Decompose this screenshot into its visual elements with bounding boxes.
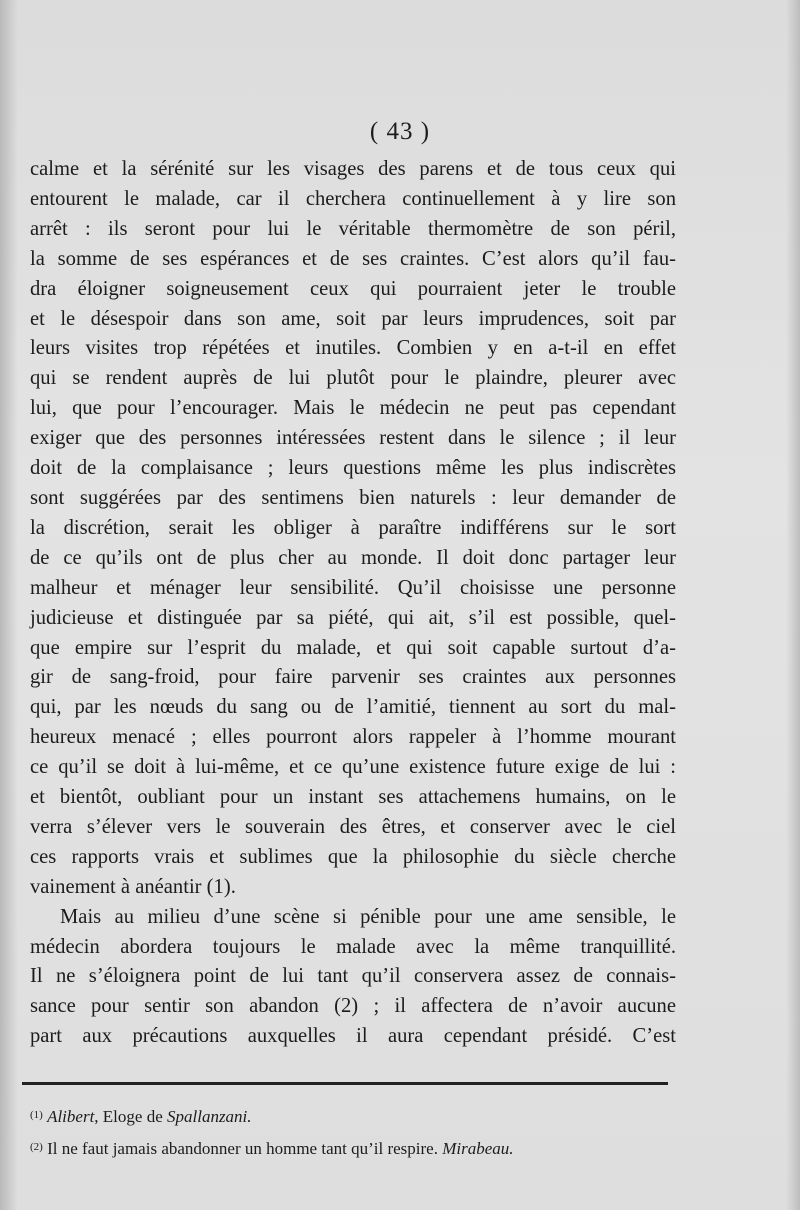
text-line: sont suggérées par des sentimens bien naturels : leur demander de xyxy=(30,486,676,509)
text-line: médecin abordera toujours le malade avec la même tranquillité. xyxy=(30,935,676,958)
text-line: de ce qu’ils ont de plus cher au monde. Il doit donc partager leur xyxy=(30,546,676,569)
text-line: judicieuse et distinguée par sa piété, qui ait, s’il est possible, quel- xyxy=(30,606,676,629)
text-line: que empire sur l’esprit du malade, et qui soit capable surtout d’a- xyxy=(30,636,676,659)
footnote-1 xyxy=(30,1100,670,1132)
text-line: et le désespoir dans son ame, soit par leurs imprudences, soit par xyxy=(30,307,676,330)
text-line: qui, par les nœuds du sang ou de l’amitié, tiennent au sort du mal- xyxy=(30,696,676,719)
footnotes xyxy=(30,1100,670,1164)
footnote-author: Mirabeau. xyxy=(442,1139,514,1158)
text-line: gir de sang-froid, pour faire parvenir ses craintes aux personnes xyxy=(30,666,676,689)
text-line: exiger que des personnes intéressées restent dans le silence ; il leur xyxy=(30,427,676,450)
footnote-work: Spallanzani. xyxy=(167,1107,252,1126)
text-line: heureux menacé ; elles pourront alors rappeler à l’homme mourant xyxy=(30,726,676,749)
text-line: arrêt : ils seront pour lui le véritable thermomètre de son péril, xyxy=(30,217,676,240)
text-line: sance pour sentir son abandon (2) ; il affectera de n’avoir aucune xyxy=(30,995,676,1018)
text-line: part aux précautions auxquelles il aura cependant présidé. C’est xyxy=(30,1025,676,1048)
text-line: verra s’élever vers le souverain des êtres, et conserver avec le ciel xyxy=(30,815,676,838)
text-line: lui, que pour l’encourager. Mais le médecin ne peut pas cependant xyxy=(30,397,676,420)
footnote-2 xyxy=(30,1132,670,1164)
footnote-text: , Eloge de xyxy=(94,1107,167,1126)
body-text xyxy=(30,155,676,1052)
text-line: calme et la sérénité sur les visages des parens et de tous ceux qui xyxy=(30,158,676,180)
paragraph-end-line: vainement à anéantir (1). xyxy=(30,875,236,898)
text-line: qui se rendent auprès de lui plutôt pour le plaindre, pleurer avec xyxy=(30,367,676,390)
text-line: la somme de ses espérances et de ses craintes. C’est alors qu’il fau- xyxy=(30,247,676,270)
text-line: leurs visites trop répétées et inutiles. Combien y en a-t-il en effet xyxy=(30,337,676,360)
footnote-marker: (2) xyxy=(30,1141,43,1153)
paragraph-start-line: Mais au milieu d’une scène si pénible pour une ame sensible, le xyxy=(60,905,676,928)
text-line: ce qu’il se doit à lui-même, et ce qu’une existence future exige de lui : xyxy=(30,756,676,779)
text-line: et bientôt, oubliant pour un instant ses attachemens humains, on le xyxy=(30,786,676,809)
page-number: ( 43 ) xyxy=(369,118,431,145)
text-line: Il ne s’éloignera point de lui tant qu’il conservera assez de connais- xyxy=(30,965,676,988)
text-line: dra éloigner soigneusement ceux qui pourraient jeter le trouble xyxy=(30,277,676,300)
text-line: malheur et ménager leur sensibilité. Qu’il choisisse une personne xyxy=(30,576,676,599)
footnote-marker: (1) xyxy=(30,1109,43,1121)
footnote-text: Il ne faut jamais abandonner un homme tant qu’il respire. xyxy=(42,1139,443,1158)
text-line: entourent le malade, car il cherchera continuellement à y lire son xyxy=(30,187,676,210)
footnote-separator xyxy=(22,1082,668,1085)
text-line: ces rapports vrais et sublimes que la philosophie du siècle cherche xyxy=(30,845,676,868)
text-line: la discrétion, serait les obliger à paraître indifférens sur le sort xyxy=(30,516,676,539)
footnote-author: Alibert xyxy=(47,1107,95,1126)
text-line: doit de la complaisance ; leurs questions même les plus indiscrètes xyxy=(30,457,676,480)
